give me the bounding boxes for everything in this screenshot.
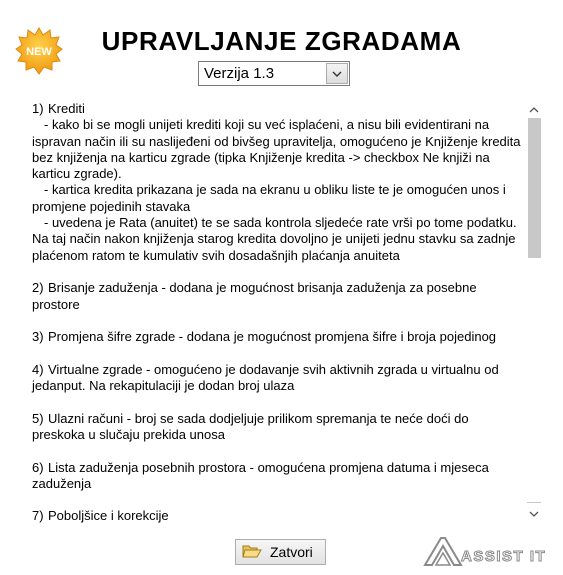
version-select-value: Verzija 1.3 <box>204 65 275 82</box>
changelog-item-text: Brisanje zaduženja - dodana je mogućnost brisanja zaduženja za posebne prostore <box>32 280 477 312</box>
changelog-item-title <box>32 101 522 117</box>
changelog-item-number: 3) <box>32 329 44 345</box>
assist-it-logo <box>423 535 548 567</box>
scrollbar-thumb[interactable] <box>528 118 541 258</box>
changelog-item-title <box>32 411 522 444</box>
changelog-item-text: Virtualne zgrade - omogućeno je dodavanje svih aktivnih zgrada u virtualnu od jedanput. Na rekapitulaciji je dodan broj ulaza <box>32 361 499 394</box>
changelog-item-title <box>32 460 522 493</box>
changelog-item-number: 1) <box>32 101 44 116</box>
changelog-item-text: Poboljšice i korekcije <box>48 508 169 524</box>
new-badge-label: NEW <box>26 46 52 58</box>
changelog-item <box>32 460 522 493</box>
logo-text: ASSIST IT <box>461 548 547 565</box>
close-button-label: Zatvori <box>270 544 313 560</box>
changelog-item <box>32 508 522 524</box>
changelog-item-title <box>32 280 522 313</box>
changelog-subitem: - uvedena je Rata (anuitet) te se sada kontrola sljedeće rate vrši po tome podatku. Na taj način nakon knjiženja starog kredita dovoljno je unijeti jednu stavku sa zadnje plaćenom ratom te kumulativ svih dosadašnjih plaćanja anuiteta <box>32 215 517 263</box>
changelog-item-text: Krediti <box>48 101 85 116</box>
scroll-up-icon[interactable] <box>527 104 541 116</box>
folder-open-icon <box>242 543 262 562</box>
changelog-item-number: 7) <box>32 508 44 524</box>
changelog-item-text: Promjena šifre zgrade - dodana je mogućnost promjena šifre i broja pojedinog <box>48 329 497 345</box>
changelog-item-title <box>32 329 522 345</box>
changelog-item <box>32 280 522 313</box>
changelog-item <box>32 101 522 264</box>
changelog-item-title <box>32 362 522 395</box>
changelog-item <box>32 329 522 345</box>
page-title: UPRAVLJANJE ZGRADAMA <box>101 26 462 56</box>
scroll-down-icon[interactable] <box>527 508 541 520</box>
close-button[interactable] <box>235 539 326 565</box>
changelog-item-number: 2) <box>32 280 44 296</box>
chevron-down-icon[interactable] <box>326 63 348 84</box>
changelog-item-text: Ulazni računi - broj se sada dodjeljuje prilikom spremanja te neće doći do preskoka u slučaju prekida unosa <box>32 410 469 442</box>
changelog-item-text: Lista zaduženja posebnih prostora - omogućena promjena datuma i mjeseca zaduženja <box>32 459 489 491</box>
changelog-subitem: - kako bi se mogli unijeti krediti koji su već isplaćeni, a nisu bili evidentirani na ispravan način ili su naslijeđeni od bivšeg upravitelja, omogućeno je Knjiženje kredita bez knjiženja na karticu zgrade (tipka Knjiženje kredita -> checkbox Ne knjiži na karticu zgrade). <box>32 117 521 182</box>
changelog-item-number: 5) <box>32 410 44 426</box>
changelog-text <box>32 101 522 524</box>
changelog-item-number: 4) <box>32 361 44 377</box>
changelog-item-title <box>32 508 522 524</box>
changelog-item <box>32 411 522 444</box>
changelog-subitem: - kartica kredita prikazana je sada na ekranu u obliku liste te je omogućen unos i promjene pojedinih stavaka <box>32 182 506 214</box>
version-select[interactable] <box>198 61 350 86</box>
scrollbar-divider <box>527 502 541 503</box>
changelog-item-number: 6) <box>32 459 44 475</box>
changelog-item <box>32 362 522 395</box>
